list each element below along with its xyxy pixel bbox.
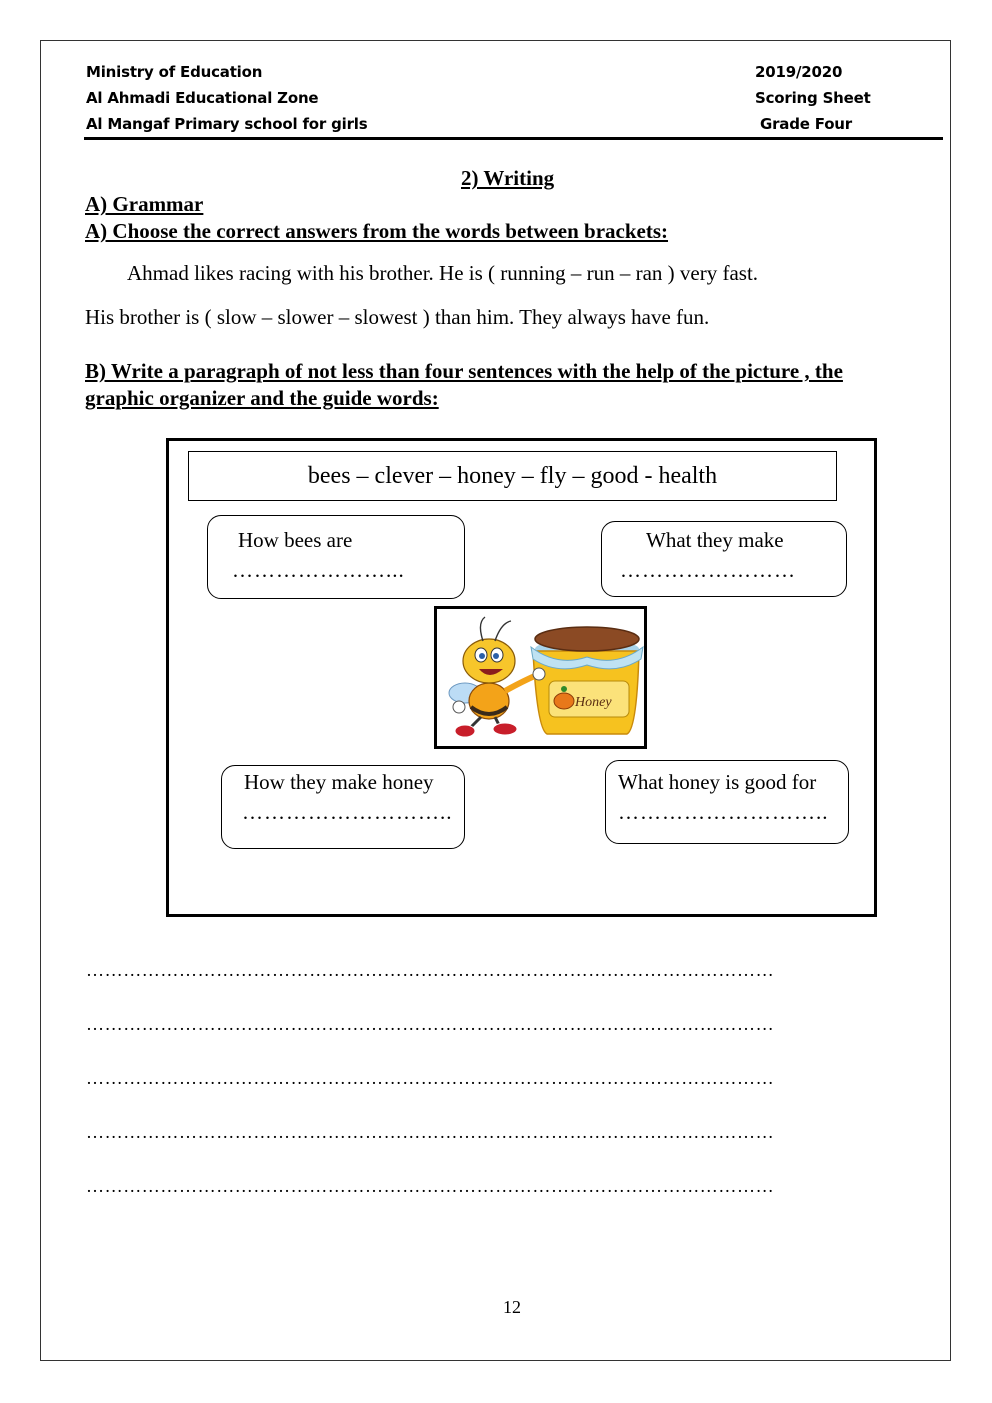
writing-line-3[interactable]: ………………………………………………………………………………………………… [86, 1068, 775, 1088]
header-year: 2019/2020 [755, 63, 843, 81]
grammar-sentence-2: His brother is ( slow – slower – slowest ) than him. They always have fun. [85, 305, 710, 329]
paragraph-instruction-1: B) Write a paragraph of not less than four sentences with the help of the picture , the [85, 359, 843, 383]
writing-line-5[interactable]: ………………………………………………………………………………………………… [86, 1176, 775, 1196]
section-title: 2) Writing [461, 166, 555, 190]
bubble-answer-line[interactable]: ……………………….. [618, 800, 829, 824]
writing-line-2[interactable]: ………………………………………………………………………………………………… [86, 1014, 775, 1034]
bubble-answer-line[interactable]: …………………… [620, 558, 796, 582]
jar-label-text: Honey [575, 695, 612, 710]
writing-line-4[interactable]: ………………………………………………………………………………………………… [86, 1122, 775, 1142]
bubble-how-bees-are[interactable] [207, 515, 465, 599]
header-school: Al Mangaf Primary school for girls [86, 115, 368, 133]
bubble-title: What they make [646, 528, 784, 552]
header-ministry: Ministry of Education [86, 63, 263, 81]
bubble-title: What honey is good for [618, 770, 817, 794]
bubble-title: How they make honey [244, 770, 434, 794]
grammar-heading: A) Grammar [85, 192, 204, 216]
bee-honey-picture [434, 606, 647, 749]
bubble-answer-line[interactable]: ……………………….. [242, 800, 453, 824]
bubble-what-honey-is-good-for[interactable] [605, 760, 849, 844]
bubble-answer-line[interactable]: …………………... [232, 558, 405, 582]
header-zone: Al Ahmadi Educational Zone [86, 89, 319, 107]
header-grade: Grade Four [760, 115, 852, 133]
bee-honey-illustration [437, 609, 644, 746]
paragraph-instruction-2: graphic organizer and the guide words: [85, 386, 439, 410]
bubble-what-they-make[interactable] [601, 521, 847, 597]
guide-words: bees – clever – honey – fly – good - health [307, 462, 718, 489]
grammar-instruction: A) Choose the correct answers from the words between brackets: [85, 219, 669, 243]
writing-line-1[interactable]: ………………………………………………………………………………………………… [86, 960, 775, 980]
page-number: 12 [503, 1297, 521, 1317]
bubble-title: How bees are [238, 528, 353, 552]
bubble-how-they-make-honey[interactable] [221, 765, 465, 849]
grammar-sentence-1: Ahmad likes racing with his brother. He is ( running – run – ran ) very fast. [127, 261, 759, 285]
header-rule [84, 137, 943, 140]
guide-words-box [188, 451, 837, 501]
header-sheet-type: Scoring Sheet [755, 89, 871, 107]
